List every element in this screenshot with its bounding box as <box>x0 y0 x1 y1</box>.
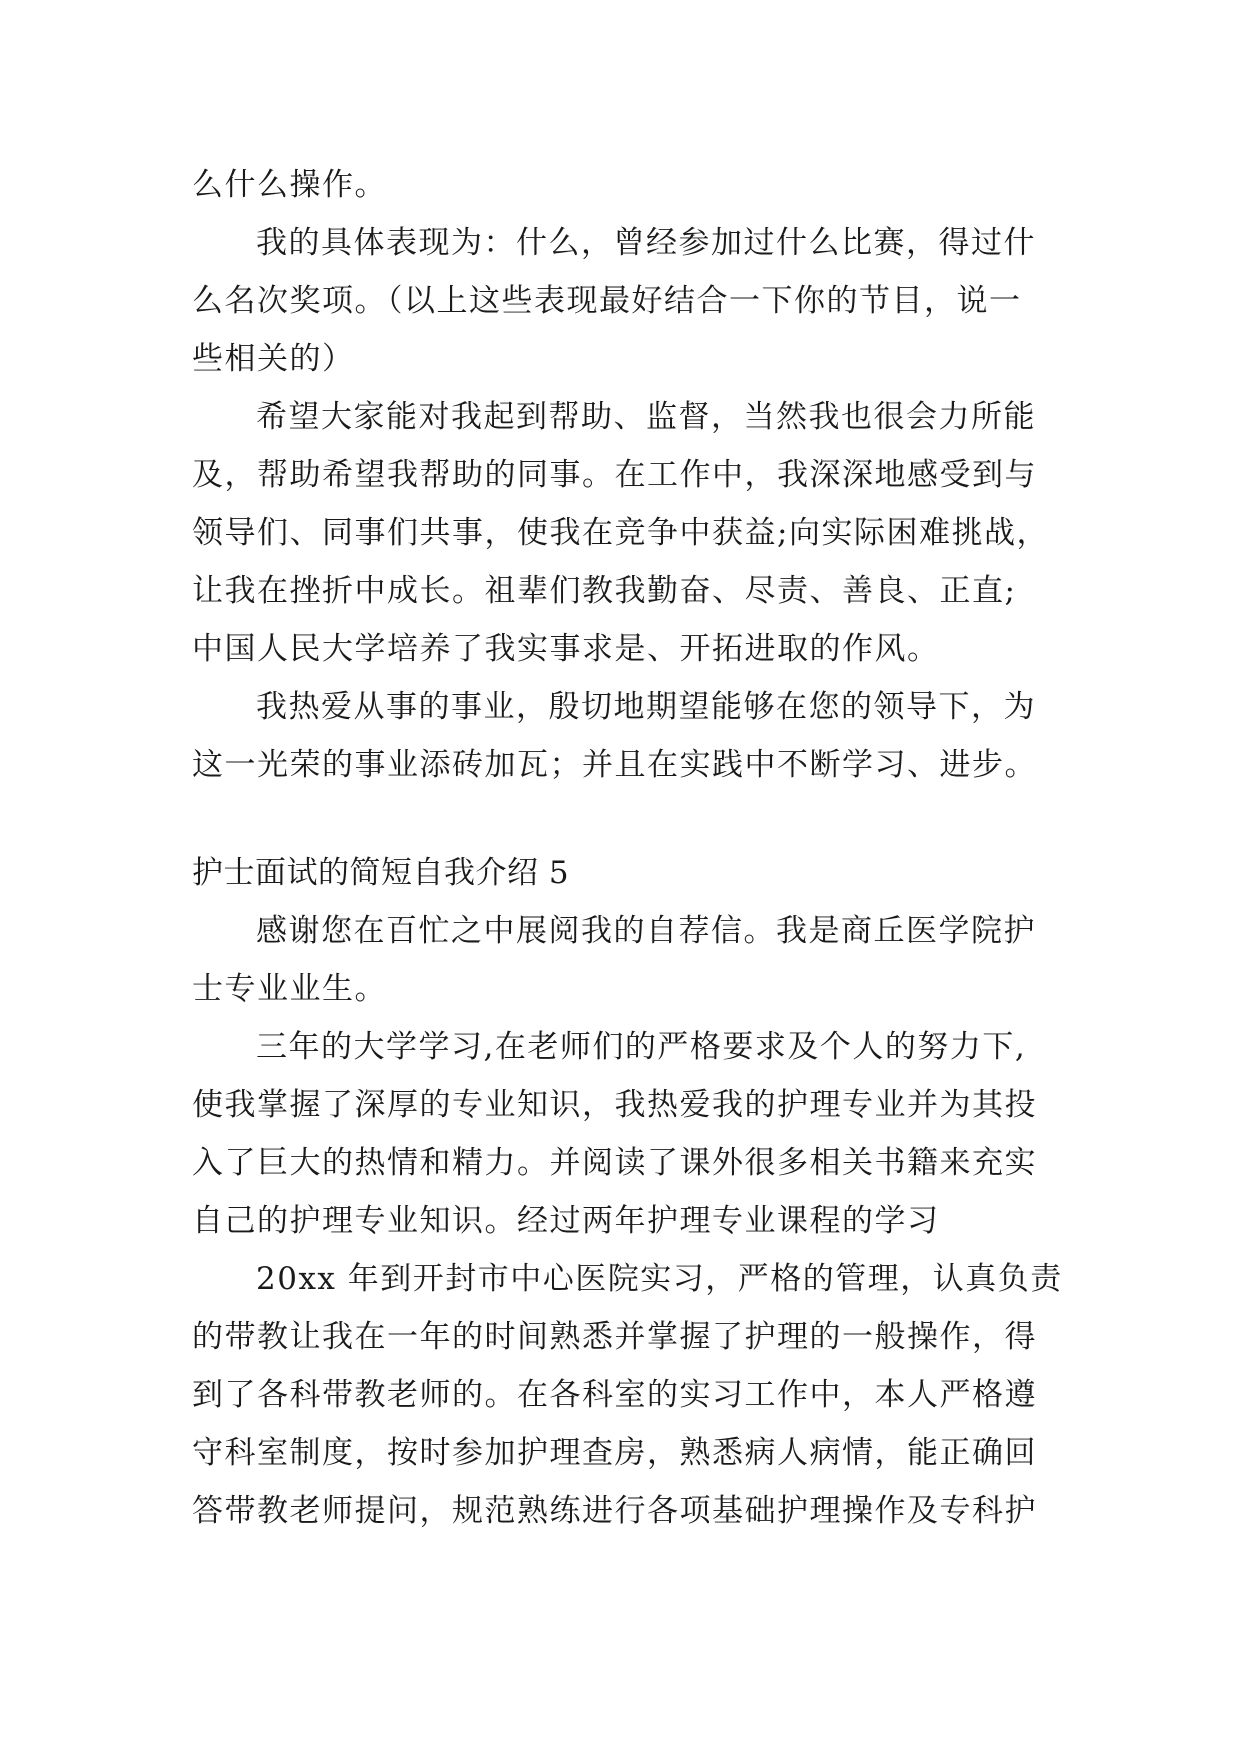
paragraph <box>192 1018 1052 1250</box>
text-line: 到了各科带教老师的。在各科室的实习工作中，本人严格遵 <box>192 1377 1037 1413</box>
text-line: 领导们、同事们共事，使我在竞争中获益;向实际困难挑战， <box>192 515 1049 551</box>
text-line: 么名次奖项。（以上这些表现最好结合一下你的节目，说一 <box>192 283 1022 319</box>
text-line: 希望大家能对我起到帮助、监督，当然我也很会力所能 <box>256 399 1036 435</box>
text-line: 我热爱从事的事业，殷切地期望能够在您的领导下，为 <box>256 689 1036 725</box>
document-body <box>192 156 1063 1540</box>
text-line: 让我在挫折中成长。祖辈们教我勤奋、尽责、善良、正直; <box>192 573 1017 609</box>
text-line: 感谢您在百忙之中展阅我的自荐信。我是商丘医学院护 <box>256 913 1036 949</box>
section-heading: 护士面试的简短自我介绍 5 <box>192 855 570 891</box>
paragraph <box>192 388 1052 678</box>
paragraph <box>192 156 1052 214</box>
paragraph <box>192 902 1052 1018</box>
text-line: 么什么操作。 <box>192 167 387 203</box>
paragraph <box>192 214 1052 388</box>
text-line: 士专业业生。 <box>192 971 387 1007</box>
text-line: 这一光荣的事业添砖加瓦；并且在实践中不断学习、进步。 <box>192 747 1037 783</box>
text-line: 守科室制度，按时参加护理查房，熟悉病人病情，能正确回 <box>192 1435 1037 1471</box>
text-line: 些相关的） <box>192 341 355 377</box>
text-line: 三年的大学学习,在老师们的严格要求及个人的努力下, <box>256 1029 1027 1065</box>
section-spacer <box>192 794 1052 844</box>
text-line: 入了巨大的热情和精力。并阅读了课外很多相关书籍来充实 <box>192 1145 1037 1181</box>
text-line: 答带教老师提问，规范熟练进行各项基础护理操作及专科护 <box>192 1493 1037 1529</box>
text-line: 使我掌握了深厚的专业知识，我热爱我的护理专业并为其投 <box>192 1087 1037 1123</box>
text-line: 自己的护理专业知识。经过两年护理专业课程的学习 <box>192 1203 940 1239</box>
paragraph <box>192 1250 1063 1540</box>
text-line: 中国人民大学培养了我实事求是、开拓进取的作风。 <box>192 631 940 667</box>
text-line: 我的具体表现为：什么，曾经参加过什么比赛，得过什 <box>256 225 1036 261</box>
text-line: 及，帮助希望我帮助的同事。在工作中，我深深地感受到与 <box>192 457 1037 493</box>
text-line: 20xx 年到开封市中心医院实习，严格的管理，认真负责 <box>256 1261 1063 1297</box>
paragraph <box>192 678 1052 794</box>
text-line: 的带教让我在一年的时间熟悉并掌握了护理的一般操作，得 <box>192 1319 1037 1355</box>
